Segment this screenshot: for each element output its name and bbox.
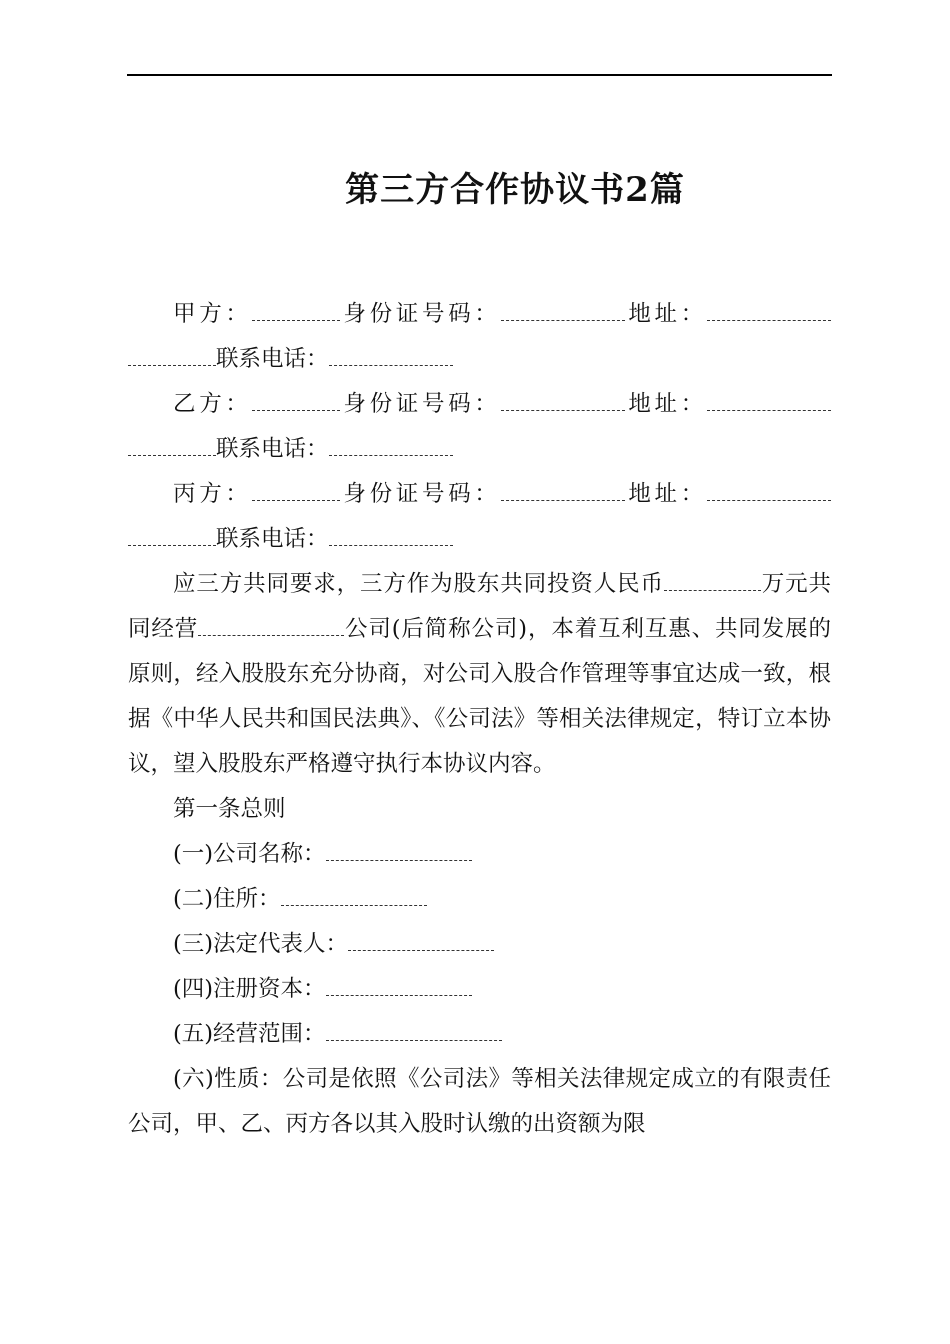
clause-business-scope xyxy=(128,1012,831,1057)
investment-amount-blank xyxy=(664,570,761,591)
company-name-blank xyxy=(198,615,344,636)
party-a-line xyxy=(128,292,831,382)
party-c-address-blank-cont xyxy=(128,525,216,546)
clause-capital xyxy=(128,967,831,1012)
article-1-heading: 第一条总则 xyxy=(173,796,286,822)
clause-company-name-label: (一)公司名称： xyxy=(173,841,326,867)
clause-company-name xyxy=(128,832,831,877)
party-b-address-blank-cont xyxy=(128,435,216,456)
party-a-label: 甲方： xyxy=(173,301,252,327)
clause-legal-rep xyxy=(128,922,831,967)
intro-part2: 万元共同经营 xyxy=(128,571,831,642)
clause-legal-rep-label: (三)法定代表人： xyxy=(173,931,349,957)
party-a-id-blank xyxy=(501,300,625,321)
clause-business-scope-label: (五)经营范围： xyxy=(173,1021,326,1047)
party-c-address-label: 地址： xyxy=(624,481,707,507)
party-b-address-label: 地址： xyxy=(624,391,707,417)
party-c-name-blank xyxy=(252,480,340,501)
party-a-address-label: 地址： xyxy=(624,301,707,327)
clause-address-blank xyxy=(281,885,427,906)
clause-address xyxy=(128,877,831,922)
party-b-line xyxy=(128,382,831,472)
clause-legal-rep-blank xyxy=(348,930,494,951)
clause-business-scope-blank xyxy=(326,1020,502,1041)
party-a-name-blank xyxy=(252,300,340,321)
party-b-id-label: 身份证号码： xyxy=(339,391,501,417)
intro-part3: 公司(后简称公司)，本着互利互惠、共同发展的原则，经入股股东充分协商，对公司入股合作管理等事宜达成一致，根据《中华人民共和国民法典》、《公司法》等相关法律规定，特订立本协议，望入股股东严格遵守执行本协议内容。 xyxy=(128,616,831,777)
party-c-id-label: 身份证号码： xyxy=(339,481,501,507)
clause-company-name-blank xyxy=(326,840,472,861)
party-b-name-blank xyxy=(252,390,340,411)
document-body xyxy=(128,292,831,1147)
clause-nature: (六)性质：公司是依照《公司法》等相关法律规定成立的有限责任公司，甲、乙、丙方各以其入股时认缴的出资额为限 xyxy=(128,1066,831,1137)
party-a-address-blank xyxy=(707,300,831,321)
party-c-phone-blank xyxy=(329,525,453,546)
party-b-phone-label: 联系电话： xyxy=(216,436,329,462)
party-a-id-label: 身份证号码： xyxy=(339,301,501,327)
party-c-id-blank xyxy=(501,480,625,501)
party-c-address-blank xyxy=(707,480,831,501)
party-a-phone-label: 联系电话： xyxy=(216,346,329,372)
party-b-id-blank xyxy=(501,390,625,411)
intro-part1: 应三方共同要求，三方作为股东共同投资人民币 xyxy=(173,571,664,597)
party-a-address-blank-cont xyxy=(128,345,216,366)
intro-paragraph xyxy=(128,562,831,787)
clause-capital-label: (四)注册资本： xyxy=(173,976,326,1002)
party-b-phone-blank xyxy=(329,435,453,456)
clause-capital-blank xyxy=(326,975,472,996)
party-b-label: 乙方： xyxy=(173,391,252,417)
party-c-phone-label: 联系电话： xyxy=(216,526,329,552)
document-title: 第三方合作协议书2篇 xyxy=(345,170,685,210)
clause-address-label: (二)住所： xyxy=(173,886,281,912)
party-c-line xyxy=(128,472,831,562)
party-c-label: 丙方： xyxy=(173,481,252,507)
header-rule xyxy=(127,74,832,76)
party-a-phone-blank xyxy=(329,345,453,366)
party-b-address-blank xyxy=(707,390,831,411)
